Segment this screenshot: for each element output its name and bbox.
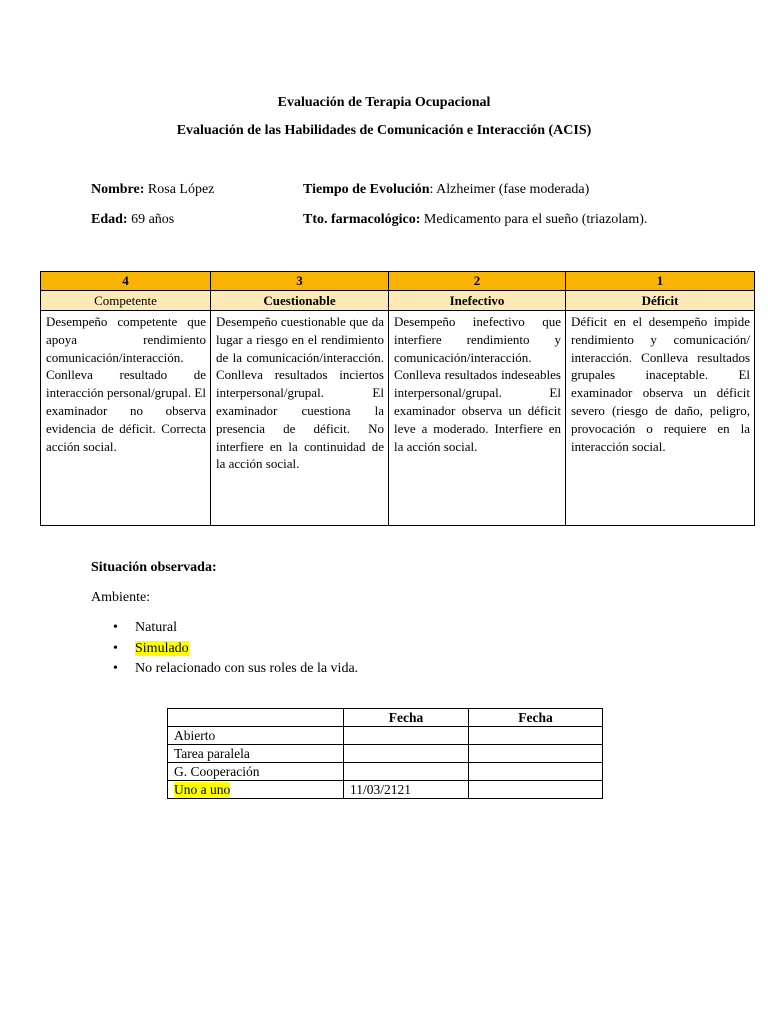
row-label: Abierto: [168, 727, 344, 745]
date-cell: [469, 745, 603, 763]
date-cell: 11/03/2121: [344, 781, 469, 799]
header-cell: Fecha: [469, 709, 603, 727]
option-text: Natural: [135, 620, 177, 635]
header-cell: [168, 709, 344, 727]
level-cell: Inefectivo: [389, 291, 566, 311]
score-cell: 1: [566, 272, 755, 291]
header-cell: Fecha: [344, 709, 469, 727]
description-cell: Déficit en el desempeño impide rendimiento y comunicación/ interacción. Conlleva resultados grupales inaceptable. El examinador observa un déficit severo (riesgo de daño, peligro, provocación o requiere en la interacción social.: [566, 311, 755, 526]
description-cell: Desempeño inefectivo que interfiere rendimiento y comunicación/interacción. Conlleva resultados indeseables interpersonal/grupal. El examinador observa un déficit leve a moderado. Interfiere en la acción social.: [389, 311, 566, 526]
environment-options: [91, 618, 358, 680]
score-cell: 3: [211, 272, 389, 291]
age-label: Edad:: [91, 212, 128, 227]
date-cell: [344, 727, 469, 745]
option-text: No relacionado con sus roles de la vida.: [135, 661, 359, 676]
environment-label: Ambiente:: [91, 590, 151, 605]
dates-table: [167, 708, 603, 799]
row-label-cell: [168, 781, 344, 799]
level-cell: Cuestionable: [211, 291, 389, 311]
acis-scale-table: [40, 271, 755, 526]
description-cell: Desempeño cuestionable que da lugar a riesgo en el rendimiento de la comunicación/interacción. Conlleva resultados inciertos interpersonal/grupal. El examinador cuestiona la presencia de déficit. No interfiere en la continuidad de la acción social.: [211, 311, 389, 526]
option-text-highlighted: Simulado: [135, 640, 189, 656]
date-cell: [344, 763, 469, 781]
table-row: [168, 745, 603, 763]
patient-pharma: [303, 212, 647, 228]
document-title: Evaluación de Terapia Ocupacional: [277, 95, 491, 110]
date-cell: [344, 745, 469, 763]
patient-evolution: [303, 182, 589, 198]
patient-name: [91, 182, 214, 198]
score-cell: 4: [41, 272, 211, 291]
environment-option: [91, 618, 358, 639]
pharma-label: Tto. farmacológico:: [303, 212, 421, 227]
pharma-value: Medicamento para el sueño (triazolam).: [423, 212, 648, 227]
date-cell: [469, 763, 603, 781]
level-row: [41, 291, 755, 311]
level-cell: Competente: [41, 291, 211, 311]
dates-header-row: [168, 709, 603, 727]
score-row: [41, 272, 755, 291]
table-row: [168, 781, 603, 799]
description-cell: Desempeño competente que apoya rendimiento comunicación/interacción. Conlleva resultado de interacción personal/grupal. El examinador no observa evidencia de déficit. Correcta acción social.: [41, 311, 211, 526]
name-label: Nombre:: [91, 182, 145, 197]
environment-option: [91, 659, 358, 680]
description-row: [41, 311, 755, 526]
table-row: [168, 763, 603, 781]
level-cell: Déficit: [566, 291, 755, 311]
evolution-value: : Alzheimer (fase moderada): [429, 182, 590, 197]
name-value: Rosa López: [147, 182, 215, 197]
table-row: [168, 727, 603, 745]
evolution-label: Tiempo de Evolución: [303, 182, 430, 197]
row-label-highlighted: Uno a uno: [174, 782, 231, 797]
row-label: G. Cooperación: [168, 763, 344, 781]
age-value: 69 años: [131, 212, 175, 227]
document-subtitle: Evaluación de las Habilidades de Comunicación e Interacción (ACIS): [176, 123, 592, 138]
situation-label: Situación observada:: [91, 560, 217, 575]
score-cell: 2: [389, 272, 566, 291]
date-cell: [469, 781, 603, 799]
row-label: Tarea paralela: [168, 745, 344, 763]
environment-option: [91, 639, 358, 660]
date-cell: [469, 727, 603, 745]
patient-age: [91, 212, 174, 228]
